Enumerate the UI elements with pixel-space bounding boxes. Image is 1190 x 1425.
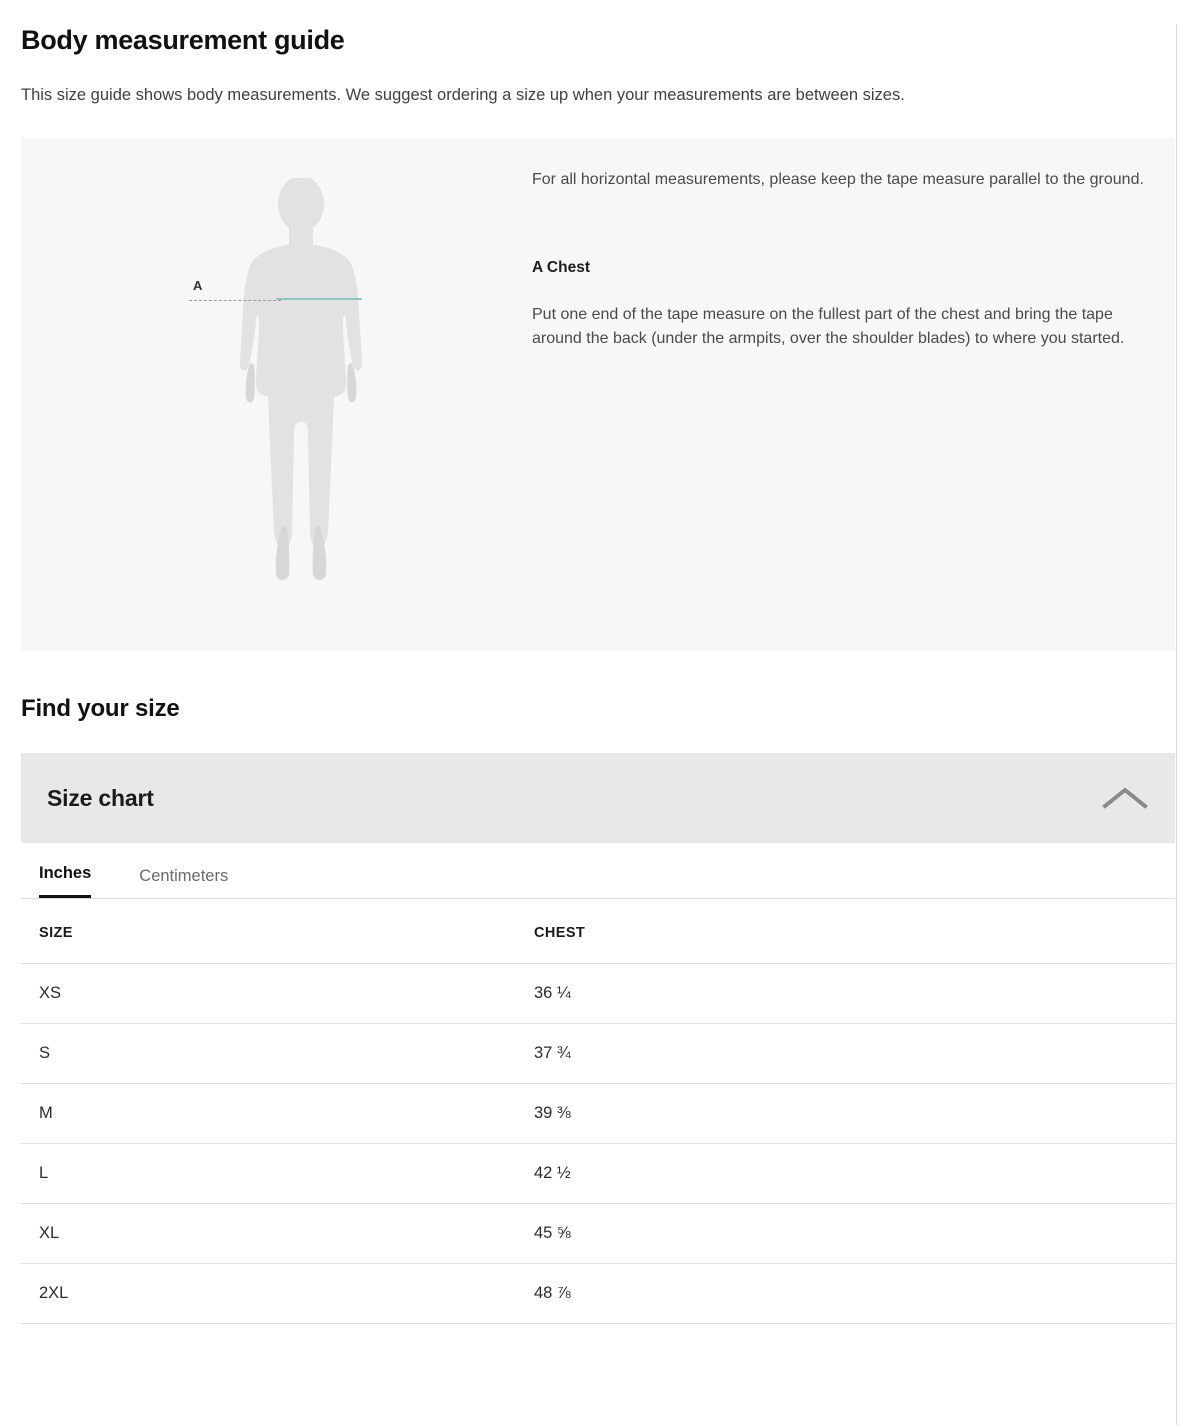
cell-chest: 39 ⅜ (516, 1084, 1175, 1144)
page-intro-text: This size guide shows body measurements. We suggest ordering a size up when your measurements are between sizes. (21, 86, 905, 105)
column-header-size: SIZE (21, 899, 516, 964)
size-chart-accordion (21, 753, 1175, 1324)
measurement-illustration-panel (21, 138, 1175, 651)
cell-size: L (21, 1144, 516, 1204)
find-your-size-heading: Find your size (21, 695, 180, 723)
cell-size: XS (21, 964, 516, 1024)
page-title: Body measurement guide (21, 25, 345, 55)
size-chart-table (21, 899, 1175, 1324)
tab-centimeters[interactable]: Centimeters (139, 867, 228, 898)
chest-measure-leader-line (189, 300, 281, 301)
cell-chest: 37 ¾ (516, 1024, 1175, 1084)
cell-size: S (21, 1024, 516, 1084)
figure-column (21, 138, 510, 651)
table-row (21, 1024, 1175, 1084)
chest-measure-marker-label: A (193, 278, 203, 294)
measurement-text-column (510, 138, 1170, 351)
size-guide-page (0, 24, 1190, 1324)
tab-inches[interactable]: Inches (39, 864, 91, 898)
cell-size: XL (21, 1204, 516, 1264)
page-content (0, 24, 1190, 1324)
cell-size: M (21, 1084, 516, 1144)
table-row (21, 1264, 1175, 1324)
cell-chest: 36 ¼ (516, 964, 1175, 1024)
measurement-note: For all horizontal measurements, please keep the tape measure parallel to the ground. (532, 171, 1144, 189)
page-right-divider (1176, 24, 1177, 1425)
table-row (21, 964, 1175, 1024)
size-chart-accordion-header[interactable] (21, 753, 1175, 843)
cell-size: 2XL (21, 1264, 516, 1324)
cell-chest: 42 ½ (516, 1144, 1175, 1204)
size-chart-accordion-title: Size chart (47, 784, 154, 811)
measurement-description: Put one end of the tape measure on the fullest part of the chest and bring the tape around the back (under the armpits, over the shoulder blades) to where you started. (532, 306, 1125, 348)
chevron-up-icon[interactable] (1101, 784, 1149, 812)
measurement-title: A Chest (532, 259, 590, 277)
human-body-front-silhouette-icon (171, 178, 431, 608)
table-row (21, 1204, 1175, 1264)
table-row (21, 1084, 1175, 1144)
cell-chest: 45 ⅝ (516, 1204, 1175, 1264)
cell-chest: 48 ⅞ (516, 1264, 1175, 1324)
table-row (21, 1144, 1175, 1204)
chest-measure-tape-line (276, 298, 362, 300)
unit-tabs (21, 843, 1175, 899)
column-header-chest: CHEST (516, 899, 1175, 964)
table-header-row (21, 899, 1175, 964)
